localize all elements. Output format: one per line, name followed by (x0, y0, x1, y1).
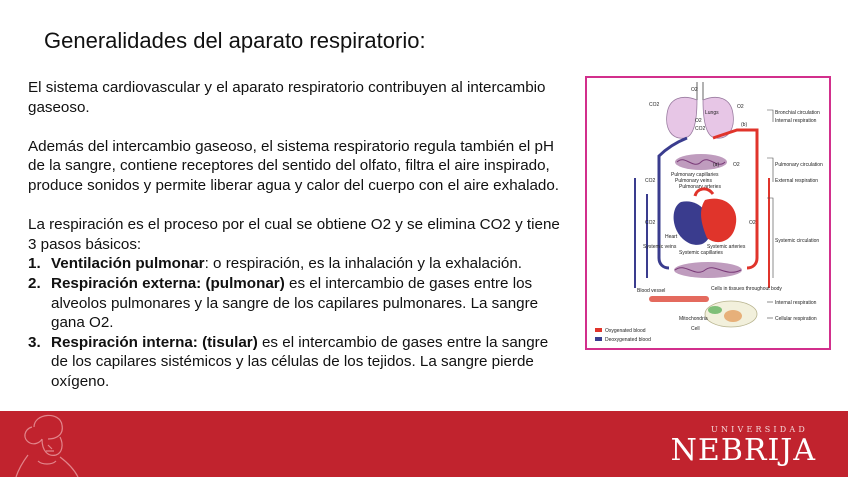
label-external-respiration: External respiration (775, 178, 819, 184)
step-number: 2. (28, 274, 41, 292)
label-pulmonary-arteries: Pulmonary arteries (679, 184, 721, 190)
label-internal-respiration-2: Internal respiration (775, 300, 817, 306)
respiration-diagram-svg (587, 78, 829, 348)
step-item (28, 254, 563, 274)
label-pulmonary-veins: Pulmonary veins (675, 178, 712, 184)
systemic-capillaries (674, 262, 742, 278)
portrait-watermark (12, 411, 82, 477)
body-text (28, 78, 563, 392)
label-systemic-circulation: Systemic circulation (775, 238, 820, 244)
legend-oxygenated-swatch (595, 328, 602, 332)
label-a-o2: O2 (733, 162, 740, 168)
step-number: 3. (28, 333, 41, 351)
step-description: es el intercambio de gases entre los alveolos pulmonares y la sangre de los capilares pulmonares. La sangre gana O2. (51, 274, 539, 332)
legend-deoxygenated-swatch (595, 337, 602, 341)
label-o2-right: O2 (737, 104, 744, 110)
label-a: (a) (713, 162, 720, 168)
label-cells: Cells in tissues throughout body (711, 286, 782, 292)
label-bronchial-circulation: Bronchial circulation (775, 110, 820, 116)
label-blood-vessel: Blood vessel (637, 288, 666, 294)
outer-vein (635, 178, 647, 288)
systemic-vein-loop (659, 184, 669, 268)
step-description: : o respiración, es la inhalación y la exhalación. (204, 255, 523, 273)
paragraph-intro: El sistema cardiovascular y el aparato respiratorio contribuyen al intercambio gaseoso. (28, 79, 546, 116)
label-b: (b) (741, 122, 748, 128)
steps-list (28, 254, 563, 391)
pulmonary-capillaries (675, 154, 727, 170)
legend-deoxygenated: Deoxygenated blood (605, 337, 651, 343)
university-logo-text: NEBRIJA (670, 433, 816, 468)
paragraph-respiration: La respiración es el proceso por el cual se obtiene O2 y se elimina CO2 y tiene 3 pasos básicos: (28, 216, 560, 253)
label-pulmonary-capillaries: Pulmonary capillaries (671, 172, 719, 178)
left-lung (667, 97, 697, 138)
legend-oxygenated: Oxygenated blood (605, 328, 646, 334)
label-heart: Heart (665, 234, 678, 240)
label-mitochondria: Mitochondria (679, 316, 708, 322)
step-item (28, 333, 563, 392)
step-term: Respiración interna: (tisular) (51, 333, 258, 351)
label-lungs-co2: CO2 (695, 126, 706, 132)
label-o2-low: O2 (749, 220, 756, 226)
label-pulmonary-circulation: Pulmonary circulation (775, 162, 823, 168)
label-systemic-capillaries: Systemic capillaries (679, 250, 723, 256)
university-label: UNIVERSIDAD (711, 425, 808, 434)
step-number: 1. (28, 255, 41, 273)
heart (674, 189, 737, 245)
slide-title: Generalidades del aparato respiratorio: (44, 28, 426, 53)
label-internal-respiration: Internal respiration (775, 118, 817, 124)
step-description: es el intercambio de gases entre la sangre de los capilares sistémicos y las células de los tejidos. La sangre pierde oxígeno. (51, 333, 549, 390)
label-o2-top: O2 (691, 87, 698, 93)
tissue-cell (705, 301, 757, 327)
label-co2-low: CO2 (645, 220, 656, 226)
label-systemic-veins: Systemic veins (643, 244, 677, 250)
label-lungs-o2: O2 (695, 118, 702, 124)
trachea (697, 82, 703, 100)
label-cellular-respiration: Cellular respiration (775, 316, 817, 322)
footer-bar (0, 411, 848, 477)
label-co2-mid: CO2 (645, 178, 656, 184)
label-systemic-arteries: Systemic arteries (707, 244, 746, 250)
step-item (28, 274, 563, 333)
blood-vessel (649, 296, 709, 302)
paragraph-functions: Además del intercambio gaseoso, el sistema respiratorio regula también el pH de la sangre, contiene receptores del sentido del olfato, filtra el aire inspirado, produce sonidos y permite liberar agua y calor del cuerpo con el aire exhalado. (28, 137, 560, 194)
respiration-diagram (585, 76, 831, 350)
step-term: Respiración externa: (pulmonar) (51, 274, 285, 292)
label-cell: Cell (691, 326, 700, 332)
label-lungs: Lungs (705, 110, 719, 116)
systemic-artery-loop (747, 186, 757, 268)
label-co2-left: CO2 (649, 102, 660, 108)
step-term: Ventilación pulmonar (51, 255, 205, 273)
